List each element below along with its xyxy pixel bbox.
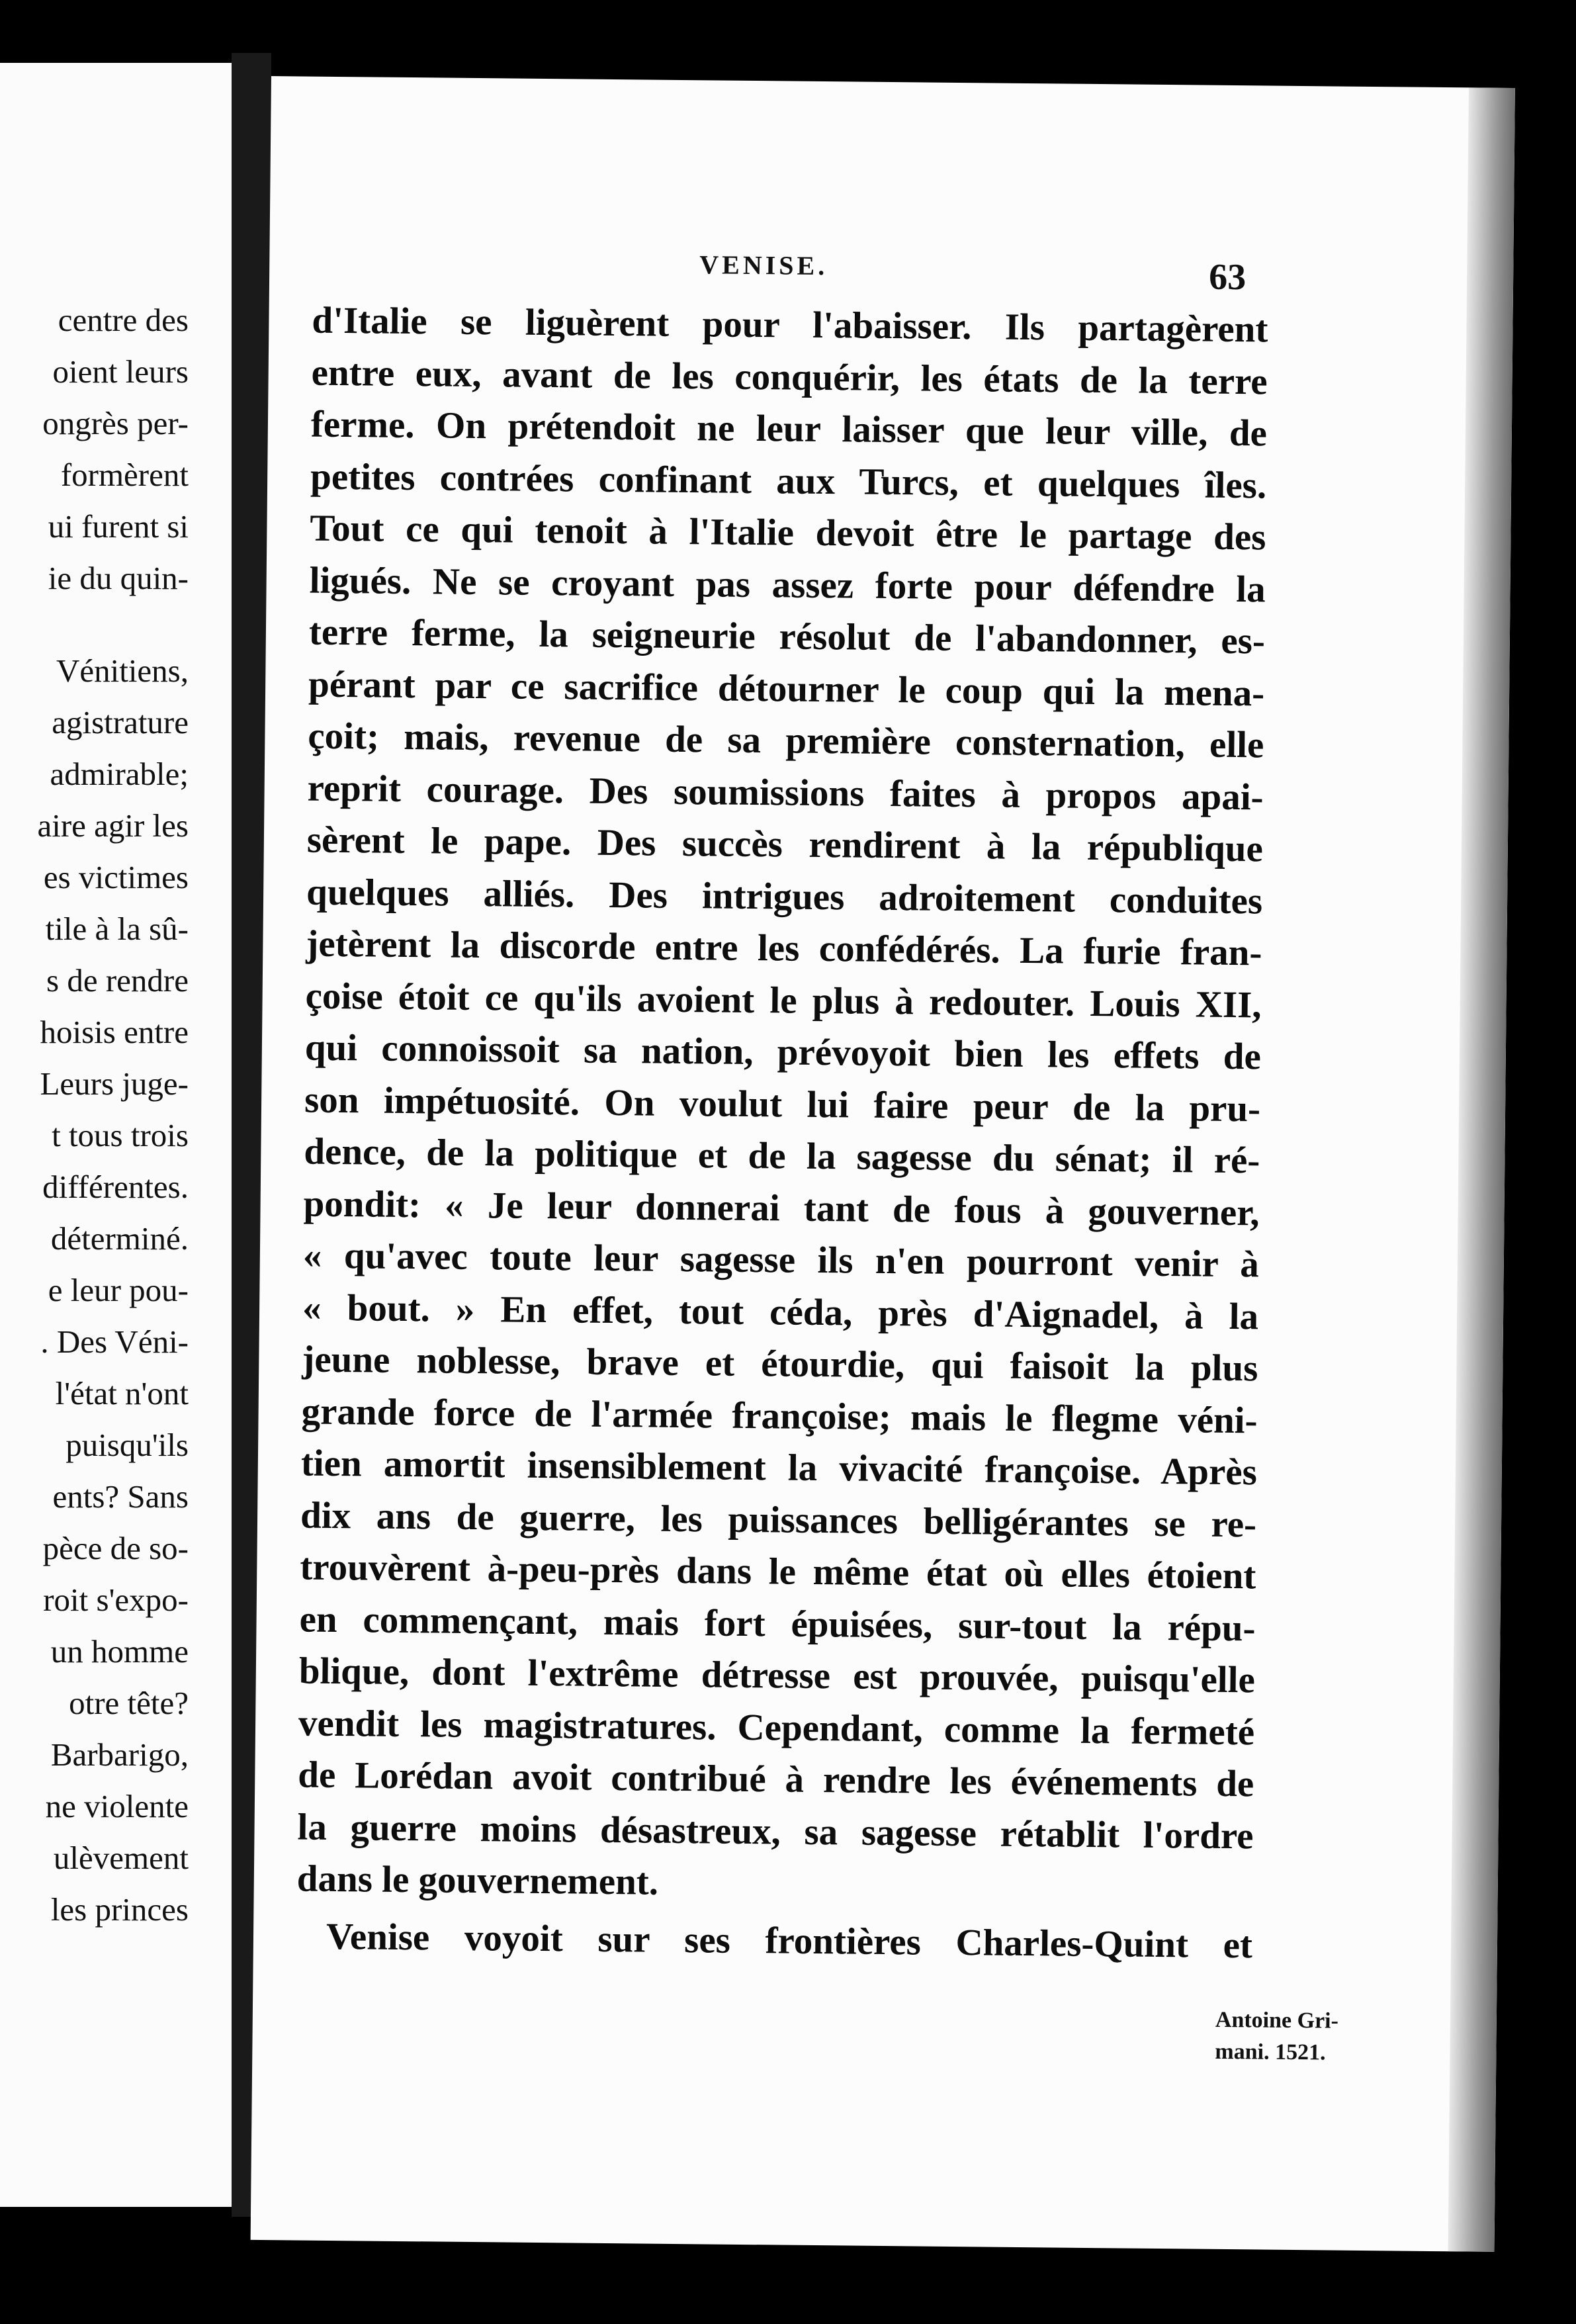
body-line: « qu'avec toute leur sagesse ils n'en pourront venir à — [302, 1234, 1260, 1286]
body-line: la guerre moins désastreux, sa sagesse rétablit l'ordre — [297, 1806, 1254, 1857]
marginal-note-line: Antoine Gri- — [1215, 2007, 1339, 2033]
left-page-line: roit s'expo- — [43, 1582, 189, 1618]
left-page-line: Vénitiens, — [56, 652, 189, 689]
left-page-line: ui furent si — [48, 508, 189, 545]
left-page-line: les princes — [50, 1891, 189, 1928]
left-page-line: s de rendre — [46, 962, 189, 999]
body-line: petites contrées confinant aux Turcs, et quelques îles. — [310, 455, 1267, 506]
marginal-note-line: mani. 1521. — [1215, 2039, 1326, 2065]
left-page-line: es victimes — [43, 859, 189, 895]
left-page-line: formèrent — [60, 457, 189, 493]
body-line: tien amortit insensiblement la vivacité françoise. Après — [300, 1442, 1258, 1494]
left-page-line: puisqu'ils — [66, 1427, 189, 1463]
left-page-line: ongrès per- — [42, 405, 189, 441]
body-line: pondit: « Je leur donnerai tant de fous à gouverner, — [303, 1183, 1260, 1233]
body-line: qui connoissoit sa nation, prévoyoit bien les effets de — [304, 1026, 1262, 1078]
left-page-line: Barbarigo, — [50, 1736, 189, 1773]
page-edge — [1448, 87, 1515, 2252]
left-page-line: Leurs juge- — [40, 1065, 189, 1102]
body-line: Tout ce qui tenoit à l'Italie devoit être le partage des — [310, 507, 1266, 559]
body-line: vendit les magistratures. Cependant, comme la fermeté — [298, 1702, 1255, 1753]
body-line: quelques alliés. Des intrigues adroitement conduites — [306, 871, 1263, 922]
left-page-line: déterminé. — [50, 1220, 189, 1257]
body-line: dence, de la politique et de la sagesse du sénat; il ré- — [304, 1130, 1260, 1182]
left-page-line: ne violente — [45, 1788, 189, 1824]
body-line: jetèrent la discorde entre les confédérés. La furie fran- — [306, 922, 1262, 974]
left-page-line: pèce de so- — [42, 1530, 189, 1566]
left-page-line: admirable; — [50, 756, 189, 792]
body-line: ligués. Ne se croyant pas assez forte pour défendre la — [309, 559, 1266, 610]
right-page — [251, 76, 1515, 2252]
left-page-line: différentes. — [42, 1169, 189, 1205]
body-line: çoise étoit ce qu'ils avoient le plus à redouter. Louis XII, — [305, 975, 1262, 1026]
left-page-line: aire agir les — [37, 807, 189, 844]
running-head: VENISE. — [699, 249, 828, 281]
body-line-new-paragraph: Venise voyoit sur ses frontières Charles-Quint et — [326, 1915, 1253, 1966]
body-line: d'Italie se liguèrent pour l'abaisser. Ils partagèrent — [312, 299, 1268, 351]
left-page-line: oient leurs — [52, 353, 189, 390]
left-page-line: centre des — [58, 302, 189, 338]
body-line: en commençant, mais fort épuisées, sur-tout la répu- — [299, 1598, 1256, 1649]
left-page-line: otre tête? — [69, 1685, 189, 1721]
body-line: çoit; mais, revenue de sa première consternation, elle — [308, 715, 1264, 766]
left-page-fragment — [0, 63, 232, 2207]
body-line: grande force de l'armée françoise; mais le flegme véni- — [301, 1390, 1258, 1441]
body-line: blique, dont l'extrême détresse est prouvée, puisqu'elle — [298, 1650, 1256, 1701]
left-page-line: l'état n'ont — [55, 1375, 189, 1411]
left-page-line: ents? Sans — [52, 1478, 189, 1515]
body-line: reprit courage. Des soumissions faites à propos apai- — [307, 767, 1264, 818]
left-page-line: hoisis entre — [40, 1014, 189, 1050]
body-line: ferme. On prétendoit ne leur laisser que leur ville, de — [310, 403, 1268, 455]
body-line: terre ferme, la seigneurie résolut de l'abandonner, es- — [308, 611, 1266, 662]
left-page-line: e leur pou- — [48, 1272, 189, 1308]
body-line: dix ans de guerre, les puissances belligérantes se re- — [300, 1494, 1257, 1545]
body-line: dans le gouvernement. — [296, 1857, 659, 1903]
body-line: trouvèrent à-peu-près dans le même état où elles étoient — [300, 1546, 1256, 1597]
left-page-text — [0, 294, 189, 1936]
body-line: pérant par ce sacrifice détourner le coup qui la mena- — [308, 663, 1265, 714]
left-page-line: . Des Véni- — [40, 1323, 189, 1360]
left-page-line — [0, 604, 189, 645]
marginal-note — [1215, 2004, 1387, 2069]
page-number: 63 — [1208, 256, 1247, 298]
left-page-line: un homme — [50, 1633, 189, 1670]
body-text — [296, 295, 1268, 1972]
body-line: « bout. » En effet, tout céda, près d'Aignadel, à la — [302, 1286, 1259, 1337]
left-page-line: t tous trois — [52, 1117, 189, 1153]
body-line: sèrent le pape. Des succès rendirent à la république — [306, 819, 1264, 870]
left-page-line: ie du quin- — [48, 560, 189, 596]
body-line: son impétuosité. On voulut lui faire peur de la pru- — [304, 1079, 1261, 1130]
left-page-line: ulèvement — [53, 1840, 189, 1876]
left-page-line: agistrature — [52, 704, 189, 740]
body-line: entre eux, avant de les conquérir, les états de la terre — [311, 351, 1268, 402]
body-line: jeune noblesse, brave et étourdie, qui faisoit la plus — [302, 1338, 1258, 1390]
left-page-line: tile à la sû- — [45, 911, 189, 947]
body-line: de Lorédan avoit contribué à rendre les événements de — [298, 1754, 1254, 1805]
